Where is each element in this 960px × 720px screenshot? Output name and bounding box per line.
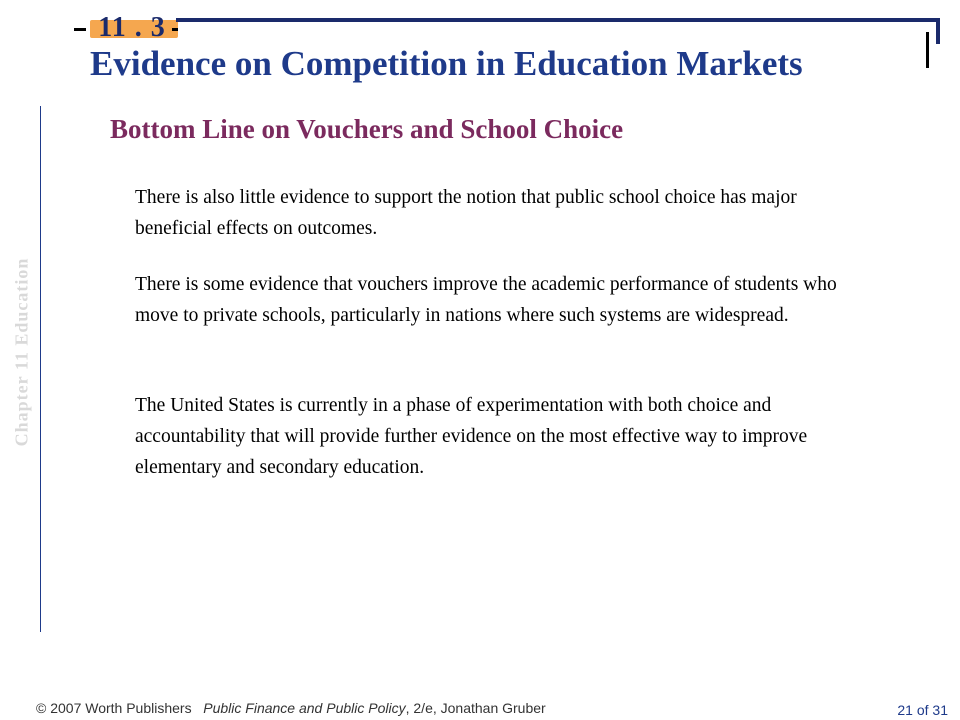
copyright: © 2007 Worth Publishers: [36, 700, 192, 716]
paragraph: There is also little evidence to support the notion that public school choice has major beneficial effects on outcomes.: [135, 187, 797, 239]
paragraph: The United States is currently in a phase of experimentation with both choice and accountability that will provide further evidence on the most effective way to improve elementary and secondary education.: [135, 395, 808, 478]
section-dash-left: [74, 28, 86, 31]
sidebar-rule: [40, 106, 41, 632]
title-tick-mark: [926, 32, 929, 68]
header-rule: [176, 18, 940, 22]
footer-credit: [36, 700, 546, 716]
section-dash-right: [172, 28, 178, 31]
edition-author: , 2/e, Jonathan Gruber: [405, 700, 546, 716]
page-number: 21 of 31: [897, 702, 948, 718]
section-number-bar: [74, 12, 940, 43]
content-heading: Bottom Line on Vouchers and School Choice: [110, 114, 624, 144]
header-rule-end: [936, 18, 940, 44]
book-title: Public Finance and Public Policy: [203, 700, 406, 716]
chapter-label: Chapter 11 Education: [11, 257, 32, 447]
section-number: 11 . 3: [98, 12, 166, 43]
paragraph: There is some evidence that vouchers improve the academic performance of students who move to private schools, particularly in nations where such systems are widespread.: [135, 274, 837, 326]
slide-title: Evidence on Competition in Education Markets: [90, 44, 803, 83]
